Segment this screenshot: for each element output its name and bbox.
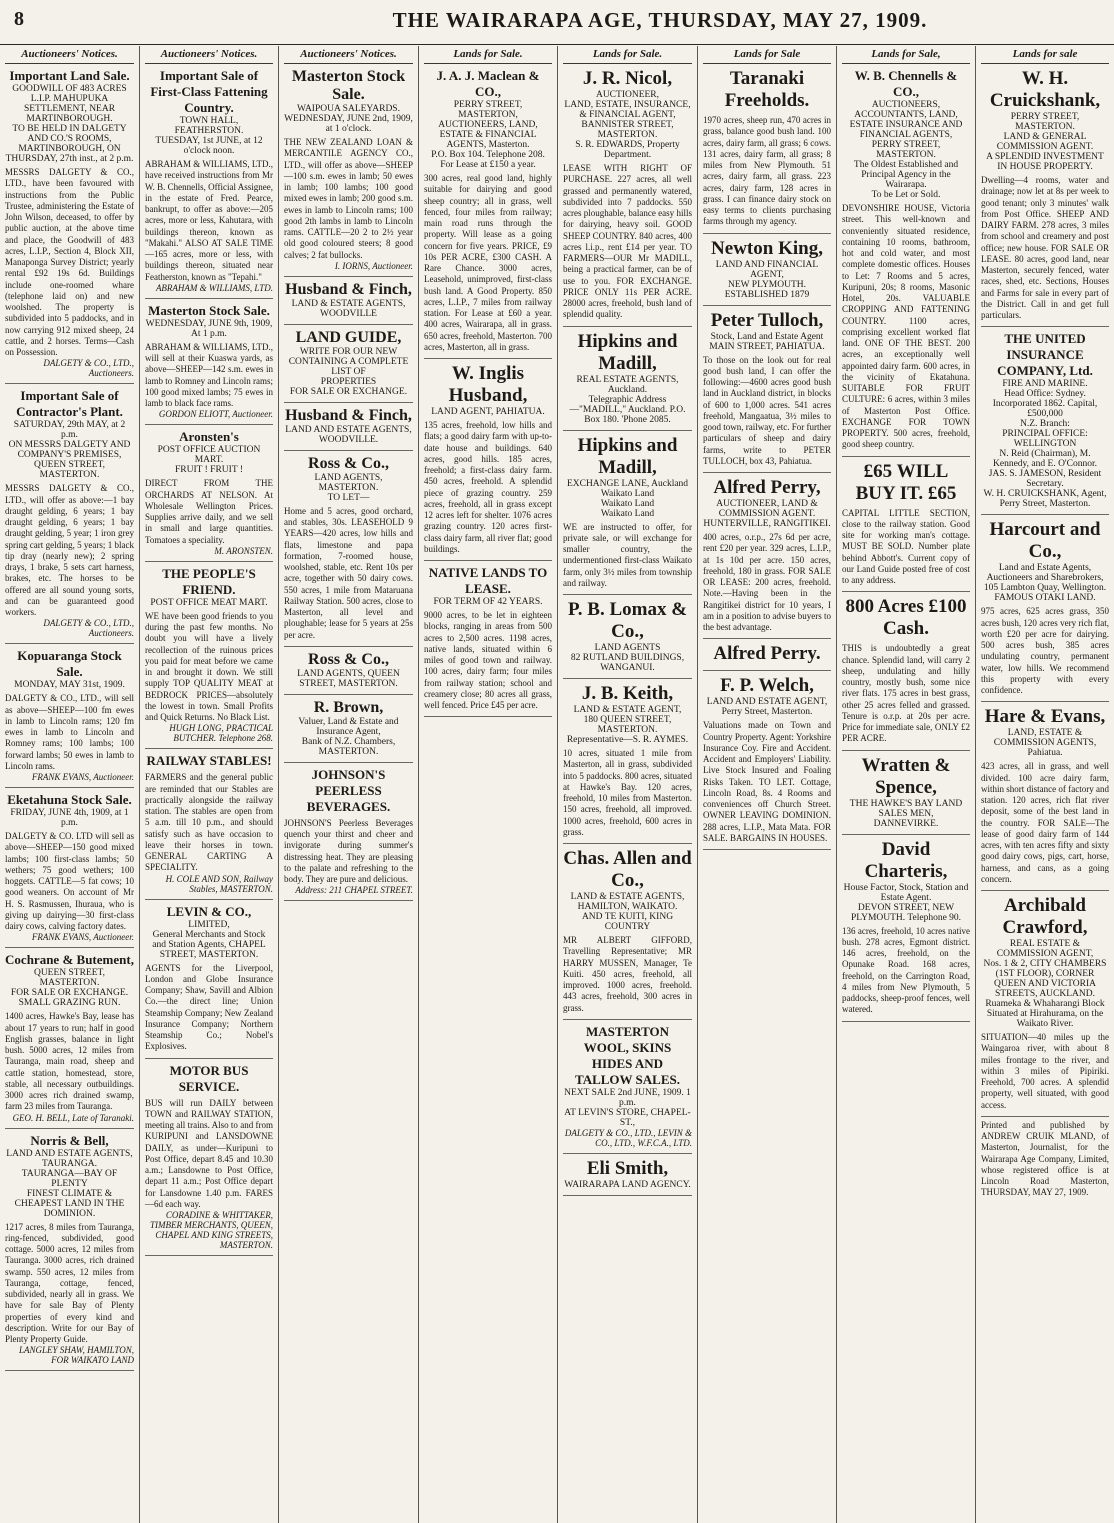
advertisement (981, 327, 1109, 515)
advertisement (5, 644, 134, 788)
ad-heading: Taranaki Freeholds. (724, 68, 810, 111)
column-7 (836, 46, 975, 1523)
ad-body: THIS is undoubtedly a great chance. Splendid land, will carry 2 sheep, undulating and hilly country, mostly bush, some nice river flats. 175 acres in best grass, other 25 acres felled and grassed. Tenure is o.r.p. at 20s per acre. Price for immediate sale, ONLY £2 PER ACRE. (842, 643, 970, 744)
ad-subline: NEXT SALE 2nd JUNE, 1909. 1 p.m. (564, 1087, 691, 1108)
ad-subline: ESTABLISHED 1879 (724, 289, 810, 300)
ad-signature: FRANK EVANS, Auctioneer. (31, 772, 134, 782)
ad-subline: JAS. S. JAMESON, Resident Secretary. (988, 469, 1102, 490)
ad-subline: LAND AGENTS, QUEEN STREET, MASTERTON. (297, 668, 400, 689)
ad-body: 1970 acres, sheep run, 470 acres in grass, balance good bush land. 100 acres, dairy farm, all grass; 6 cows. 131 acres, dairy farm, all grass; 8 miles from New Plymouth. 51 acres, dairy farm, all grass. 223 acres, dairy farm, 128 acres in grass. I can finance dairy stock on easy terms to clients purchasing farms through my agency. (703, 115, 831, 227)
ad-subline: Stock, Land and Estate Agent (710, 331, 824, 342)
ad-heading: THE PEOPLE'S FRIEND. (162, 565, 256, 597)
ad-heading: MOTOR BUS SERVICE. (169, 1062, 249, 1094)
advertisement (842, 751, 970, 835)
advertisement (563, 1154, 692, 1196)
ad-signature: DALGETY & CO., LTD., LEVIN & CO., LTD., W.F.C.A., LTD. (564, 1127, 692, 1148)
ad-subline: LAND AGENT, PAHIATUA. (431, 407, 545, 417)
masthead (0, 0, 1114, 45)
ad-subline: AT LEVIN'S STORE, CHAPEL-ST., (564, 1107, 691, 1128)
advertisement (842, 64, 970, 457)
ad-subline: House Factor, Stock, Station and Estate Agent. (843, 882, 969, 903)
ad-heading: Harcourt and Co., (989, 519, 1101, 563)
advertisement (284, 277, 413, 325)
ad-heading: Husband & Finch, (285, 280, 412, 298)
ad-subline: Telegraphic Address—"MADILL," Auckland. P.O. Box 180. 'Phone 2085. (569, 394, 686, 425)
advertisement (842, 592, 970, 750)
advertisement (563, 431, 692, 596)
ad-subline: TUESDAY, 1st JUNE, at 12 o'clock noon. (155, 136, 263, 156)
ad-subline: Land and Estate Agents, Auctioneers and Sharebrokers, (986, 563, 1104, 584)
ad-subline: GOODWILL OF 483 ACRES L.I.P. MAHUPUKA SETTLEMENT, NEAR MARTINBOROUGH. (12, 84, 127, 124)
ad-body: AGENTS for the Liverpool, London and Globe Insurance Company; Shaw, Savill and Albion Co.—the direct line; Union Steamship Company; New Zealand Insurance Company; Northern Steamship Co.; Nobel's Explosives. (145, 962, 273, 1052)
advertisement (981, 515, 1109, 702)
ad-body: Home and 5 acres, good orchard, and stables, 30s. LEASEHOLD 9 YEARS—420 acres, low hills and flats, limestone and papa formation, 7-roomed house, woolshed, stable, etc. Rent 10s per acre, together with 50 dairy cows. 550 acres, 1 mile from Mataruana Railway Station. 500 acres, close to Masterton, all level and ploughable; lease for 5 years at 25s per acre. (284, 505, 413, 640)
ad-subline: QUEEN STREET, MASTERTON. (33, 968, 106, 989)
advertisement (145, 749, 273, 899)
ad-subline: PERRY STREET, MASTERTON, (453, 100, 523, 120)
ad-heading: Ross & Co., (308, 454, 389, 472)
ad-body: 1400 acres, Hawke's Bay, lease has about 17 years to run; half in good English grasses, balance in light bush. 5000 acres, 12 miles from Tauranga, main road, sheep and cattle station, homestead, store, stable, all necessary outbuildings. 3000 acres rich drained swamp, farm 23 miles from Tauranga. (5, 1011, 134, 1112)
ad-body: 135 acres, freehold, low hills and flats; a good dairy farm with up-to-date house and buildings. 640 acres, good hills. 185 acres, freehold; a first-class dairy farm. 450 acres, freehold. A splendid piece of grazing country. 259 acres, freehold, all in grass except 12 acres left for shelter. 1076 acres grazing country. 120 acres first-class dairy farm, all river flat; good buildings. (424, 420, 552, 554)
ad-subline: Waikato Land (600, 488, 655, 499)
ad-subline: ON MESSRS DALGETY AND COMPANY'S PREMISES, QUEEN STREET, MASTERTON. (8, 440, 131, 481)
ad-body: MR ALBERT GIFFORD, Travelling Representative; MR HARRY MUSSEN, Manager, Te Kuiti. 450 acres, freehold, all improved. 1000 acres, freehold. 443 acres, freehold, 300 acres in grass. (563, 935, 692, 1013)
ad-signature: M. ARONSTEN. (214, 545, 273, 556)
ad-signature: HUGH LONG, PRACTICAL BUTCHER. Telephone 268. (169, 723, 273, 744)
ad-subline: FAMOUS OTAKI LAND. (994, 593, 1096, 604)
page-title: THE WAIRARAPA AGE, THURSDAY, MAY 27, 1909. (392, 8, 928, 32)
ad-subline: ACCOUNTANTS, LAND, ESTATE INSURANCE AND FINANCIAL AGENTS, (849, 110, 963, 140)
column-4 (418, 46, 557, 1523)
advertisement (842, 457, 970, 593)
ad-body: DALGETY & CO., LTD., will sell as above—SHEEP—100 fm ewes in lamb to Lincoln rams; 120 fm ewes in lamb to Lincoln and Romney rams; 100 lambs; 100 forward lambs; 50 ewes in lamb to Lincoln rams. (5, 693, 134, 771)
ad-subline: FINEST CLIMATE & CHEAPEST LAND IN THE DOMINION. (14, 1188, 125, 1219)
ad-heading: David Charteris, (864, 838, 948, 882)
ad-signature: GEO. H. BELL, Late of Taranaki. (12, 1112, 134, 1123)
ad-heading: MASTERTON WOOL, SKINS HIDES AND TALLOW SALES. (574, 1023, 680, 1087)
ad-body: BUS will run DAILY between TOWN and RAILWAY STATION, meeting all trains. Also to and from KURIPUNI and LANSDOWNE DAILY, as under—Kuripuni to Post Office, depart 8.45 and 10.30 a.m.; Lansdowne to Post Office, depart 11 a.m.; Post Office depart for Lansdowne 1.40 p.m. FARES—6d each way. (145, 1097, 273, 1209)
ad-subline: Perry Street, Masterton. (721, 707, 813, 718)
ad-subline: FOR TERM OF 42 YEARS. (433, 597, 543, 607)
advertisement (563, 679, 692, 844)
ad-subline: General Merchants and Stock and Station Agents, CHAPEL STREET, MASTERTON. (152, 929, 266, 960)
advertisement (284, 403, 413, 451)
ad-subline: WEDNESDAY, JUNE 2nd, 1909, at 1 o'clock. (284, 114, 413, 134)
ad-signature: CORADINE & WHITTAKER, TIMBER MERCHANTS, QUEEN, CHAPEL AND KING STREETS, MASTERTON. (150, 1210, 273, 1250)
ad-subline: N. Reid (Chairman), M. Kennedy, and E. O'Connor. (993, 449, 1097, 470)
column-8 (975, 46, 1114, 1523)
advertisement (563, 327, 692, 431)
column-2 (139, 46, 278, 1523)
ad-subline: FRIDAY, JUNE 4th, 1909, at 1 p.m. (10, 808, 129, 828)
ad-subline: LAND AND FINANCIAL AGENT, (715, 259, 819, 280)
ad-heading: J. R. Nicol, (582, 68, 673, 89)
advertisement (842, 835, 970, 1022)
advertisement (563, 1020, 692, 1154)
ad-subline: LAND AND ESTATE AGENT, (706, 697, 828, 708)
ad-subline: REAL ESTATE & COMMISSION AGENT, (996, 939, 1094, 959)
advertisement (981, 891, 1109, 1117)
ad-subline: The Oldest Established and Principal Agency in the Wairarapa. (853, 160, 959, 190)
ad-subline: TO BE HELD IN DALGETY AND CO.'S ROOMS, MARTINBOROUGH, ON THURSDAY, 27th inst., at 2 p.m. (5, 124, 134, 164)
ad-body: 423 acres, all in grass, and well divided. 100 acre dairy farm, within short distance of factory and station. 120 acres, rich flat river deposit, some of the best land in the country. FOR SALE—The lease of good dairy farm of 144 acres, with ten acres fifty and sixty good dairy cows, pigs, cart, horse, harness, and cans, as a going concern. (981, 761, 1109, 884)
advertisement (284, 695, 413, 763)
ad-heading: RAILWAY STABLES! (146, 753, 272, 769)
ad-subline: Ruameka & Whaharangi Block (985, 999, 1105, 1009)
ad-signature: FRANK EVANS, Auctioneer. (31, 932, 134, 943)
ad-subline: 180 QUEEN STREET, MASTERTON. (583, 715, 672, 735)
ad-heading: Masterton Stock Sale. (291, 68, 406, 103)
ad-subline: AUCTIONEER, (595, 90, 660, 100)
ad-heading: J. B. Keith, (581, 683, 674, 704)
ad-subline: W. H. CRUICKSHANK, Agent, Perry Street, Masterton. (983, 489, 1107, 510)
column-1 (0, 46, 139, 1523)
ad-subline: TOWN HALL, FEATHERSTON. (174, 116, 244, 136)
ad-heading: W. Inglis Husband, (448, 363, 528, 406)
ad-subline: CONTAINING A COMPLETE LIST OF (288, 356, 409, 377)
ad-subline: PRINCIPAL OFFICE: WELLINGTON (1002, 429, 1088, 450)
advertisement (5, 948, 134, 1128)
ad-subline: For Lease at £150 a year. (440, 160, 536, 170)
ad-body: 975 acres, 625 acres grass, 350 acres bush, 120 acres very rich flat, worth £20 per acre for dairying. 500 acres bush, 385 acres undulating country, permanent water, low hills. We recommend this property with every confidence. (981, 606, 1109, 695)
ad-subline: LAND & GENERAL COMMISSION AGENT. (996, 132, 1094, 152)
ad-subline: FOR SALE OR EXCHANGE. (289, 386, 408, 397)
ad-heading: Newton King, (711, 237, 823, 259)
advertisement (145, 900, 273, 1059)
ad-subline: FOR SALE OR EXCHANGE. SMALL GRAZING RUN. (10, 988, 129, 1009)
column-header: Auctioneers' Notices. (5, 46, 134, 64)
advertisement (5, 788, 134, 948)
ad-body: 400 acres, o.r.p., 27s 6d per acre, rent £20 per year. 329 acres, L.I.P., at 1s 10d per acre. 150 acres, freehold, 180 in grass. FOR SALE OR LEASE: 200 acres, freehold. Note.—Having been in the Rangitikei district for 10 years, I am in a position to advise buyers to the best advantage. (703, 532, 831, 632)
ad-body: 136 acres, freehold, 10 acres native bush. 278 acres, Egmont district. 146 acres, freehold, on the Opunake Road. 168 acres, freehold, on the Carrington Road, 4 miles from New Plymouth, 5 paddocks, sheep-proof fences, well watered. (842, 925, 970, 1015)
ad-subline: To be Let or Sold. (871, 190, 941, 200)
ad-subline: LAND, ESTATE & COMMISSION AGENTS, (993, 728, 1097, 749)
advertisement (703, 473, 831, 639)
advertisement (563, 64, 692, 327)
ad-subline: DANNEVIRKE. (873, 818, 939, 829)
ad-body: WE are instructed to offer, for private sale, or will exchange for smaller country, the undermentioned first-class Waikato farm, only 3½ miles from township and railway. (563, 521, 692, 588)
ad-heading: LEVIN & CO., (166, 903, 252, 919)
advertisement (703, 671, 831, 850)
column-3 (278, 46, 418, 1523)
advertisement (284, 647, 413, 695)
column-header: Lands for Sale, (842, 46, 970, 64)
advertisement (284, 325, 413, 403)
ad-body: To those on the look out for real good bush land, I can offer the following:—4600 acres good bush land in Auckland district, in blocks of 600 to 1,000 acres. 541 acres freehold, Mangaatua, 3½ miles to good town, railway, etc. For further particulars of sheep and dairy farms, write to PETER TULLOCH, box 43, Pahiatua. (703, 354, 831, 466)
advertisement (145, 64, 273, 299)
advertisement (5, 1129, 134, 1372)
advertisement (284, 451, 413, 647)
ad-subline: Representative—S. R. AYMES. (566, 735, 689, 745)
ad-subline: Pahiatua. (1027, 748, 1063, 759)
ad-subline: S. R. EDWARDS, Property Department. (575, 140, 680, 160)
ad-signature: DALGETY & CO., LTD., Auctioneers. (43, 618, 134, 639)
ad-heading: Cochrane & Butement, (5, 952, 134, 968)
ad-heading: Husband & Finch, (285, 406, 412, 424)
advertisement (284, 64, 413, 277)
ad-subline: WRITE FOR OUR NEW (299, 346, 398, 357)
ad-heading: JOHNSON'S PEERLESS BEVERAGES. (306, 766, 391, 814)
ad-heading: F. P. Welch, (720, 675, 814, 697)
column-6 (697, 46, 836, 1523)
ad-subline: LAND & ESTATE AGENTS, (570, 892, 685, 902)
ad-heading: Alfred Perry, (713, 477, 821, 498)
ad-subline: Head Office: Sydney. (1004, 389, 1086, 400)
ad-subline: HAMILTON, WAIKATO. (577, 902, 678, 912)
ad-heading: W. H. Cruickshank, (989, 68, 1101, 111)
ad-heading: LAND GUIDE, (295, 328, 402, 346)
ad-heading: Peter Tulloch, (710, 309, 824, 331)
ad-subline: DEVON STREET, NEW PLYMOUTH. Telephone 90. (850, 902, 962, 923)
ad-subline: Situated at Hirahurama, on the Waikato River. (986, 1009, 1104, 1029)
ad-subline: 105 Lambton Quay, Wellington. (983, 583, 1107, 594)
ad-heading: 800 Acres £100 Cash. (845, 596, 967, 640)
ad-subline: P.O. Box 104. Telephone 208. (431, 150, 545, 160)
ad-body: 9000 acres, to be let in eighteen blocks, ranging in areas from 500 acres to 2,500 acres. 1198 acres, native lands, situated within 6 miles of good town and railway. 100 acres, dairy farm; four miles from railway station; school and creamery close; 80 acres all grass, well fenced. Price £45 per acre. (424, 610, 552, 710)
ad-subline: Incorporated 1862. Capital, £500,000 (992, 399, 1098, 420)
ad-body: WE have been good friends to you during the past few months. No doubt you will have a lively recollection of the ruinous prices you paid for meat before we came in and brought it down. We still supply TOP QUALITY MEAT at BEDROCK PRICES—absolutely the lowest in town. Small Profits and Quick Returns. No Black List. (145, 610, 273, 722)
advertisement (703, 234, 831, 306)
ad-body: JOHNSON'S Peerless Beverages quench your thirst and cheer and invigorate during summer's distressing heat. They are pleasing to the palate and refreshing to the body. They are pure and delicious. (284, 817, 413, 884)
ad-body: DIRECT FROM THE ORCHARDS AT NELSON. At Wholesale Wellington Prices. Supplies arrive daily, and we sell in small and large quantities. Tomatoes a speciality. (145, 478, 273, 545)
advertisement (703, 639, 831, 671)
ad-subline: POST OFFICE AUCTION MART. (157, 445, 261, 466)
column-header: Lands for Sale. (563, 46, 692, 64)
column-header: Lands for sale (981, 46, 1109, 64)
ad-subline: Nos. 1 & 2, CITY CHAMBERS (1ST FLOOR), CORNER QUEEN AND VICTORIA STREETS, AUCKLAND. (983, 959, 1107, 999)
ad-subline: WEDNESDAY, JUNE 9th, 1909, At 1 p.m. (145, 318, 273, 339)
ad-body: CAPITAL LITTLE SECTION, close to the railway station. Good site for working man's cottage. MUST BE SOLD. Number plate behind Abbott's. Current copy of our Land Guide posted free of cost to any address. (842, 507, 970, 585)
ad-subline: FIRE AND MARINE. (1002, 379, 1088, 390)
ad-subline: WAIPOUA SALEYARDS. (297, 104, 400, 114)
ad-heading: Hipkins and Madill, (577, 330, 678, 374)
ad-body: MESSRS DALGETY & CO., LTD., have been favoured with instructions from the Public Trustee, administering the Estate of John Wilson, deceased, to offer by public auction, at the above time and place, the Goodwill of 483 acres, L.I.P., Section 4, Block XII, Manaponga Survey District; yearly rental £92 19s 6d. Buildings include one-roomed whare (telephone laid on) and new woolshed. The property is subdivided into 5 paddocks, and in now carrying 912 mixed sheep, 24 cattle, and 2 horses. Terms—Cash on Possession. (5, 167, 134, 357)
ad-heading: Chas. Allen and Co., (563, 848, 692, 891)
ad-heading: Eketahuna Stock Sale. (7, 792, 132, 807)
ad-body: FARMERS and the general public are reminded that our Stables are practically alongside the railway station. The stables are open from 5 a.m. till 10 p.m., and should satisfy such as have occasion to leave their horses in town. GENERAL CARTING A SPECIALITY. (145, 772, 273, 873)
ad-body: ABRAHAM & WILLIAMS, LTD., have received instructions from Mr W. B. Chennells, Official Assignee, in the estate of Fred. Pearce, bankrupt, to offer as above:—205 acres, more or less, Kahutara, with buildings thereon, known as "Makahi." ALSO AT SALE TIME—165 acres, more or less, with buildings thereon, situated near Featherston, known as "Tepahi." (145, 159, 274, 282)
column-header: Lands for Sale. (424, 46, 552, 64)
ad-subline: 82 RUTLAND BUILDINGS, WANGANUI. (570, 653, 685, 673)
ad-subline: AUCTIONEERS, LAND, ESTATE & FINANCIAL AGENTS, Masterton. (438, 120, 538, 150)
ad-subline: LAND AND ESTATE AGENTS, WOODVILLE. (285, 424, 412, 445)
advertisement (703, 64, 831, 234)
ad-subline: LIMITED, (188, 919, 230, 930)
ad-heading: £65 WILL BUY IT. £65 (855, 460, 957, 504)
ad-subline: LAND AGENTS (594, 643, 661, 653)
ad-subline: POST OFFICE MEAT MART. (150, 597, 268, 608)
ad-signature: I. IORNS, Auctioneer. (334, 260, 413, 271)
ad-body: Valuations made on Town and Country Property. Agent: Yorkshire Insurance Coy. Fire and Accident. Accident and Employers' Liability. Live Stock Insured and Foaling Risks Taken. TO LET. Cottage, Lincoln Road, 8s. 4 Rooms and conveniences off Church Street. OWNER LEAVING DOMINION. 288 acres, L.I.P., Mata Mata. FOR SALE. BARGAINS IN HOUSES. (703, 720, 831, 843)
ad-signature: Address: 211 CHAPEL STREET. (295, 885, 413, 896)
ad-subline: PERRY STREET, MASTERTON. (1010, 112, 1080, 132)
advertisement (703, 306, 831, 474)
advertisement (5, 384, 134, 644)
ad-subline: NEW PLYMOUTH. (727, 279, 807, 290)
ad-body: Dwelling—4 rooms, water and drainage; now let at 8s per week to good tenant; only 3 minutes' walk from Post Office. SHEEP AND DAIRY FARM. 278 acres, 3 miles from school and creamery and post office; new house. FOR SALE OR LEASE. 80 acres, good land, near Masterton, securely fenced, water races, shed, etc. Sections, Houses and Farms for sale in every part of the District. Call in and get full particulars. (981, 175, 1109, 320)
ad-signature: H. COLE AND SON, Railway Stables, MASTERTON. (165, 873, 273, 894)
ad-heading: R. Brown, (313, 698, 384, 716)
ad-heading: NATIVE LANDS TO LEASE. (428, 565, 548, 596)
advertisement (563, 844, 692, 1020)
ad-body: DEVONSHIRE HOUSE, Victoria street. This well-known and conveniently situated residence, containing 10 rooms, bathroom, hot and cold water, and most complete domestic offices. Houses to Let: 7 Rooms and 5 acres, Kuripuni, 20s; 8 rooms, Masonic Hotel, 20s. VALUABLE CROPPING AND FATTENING COUNTRY. 1100 acres, comprising excellent worked flat land. ONE OF THE BEST. 200 acres, an exceptionally well appointed dairy farm. 600 acres, in the vicinity of Ekatahuna. SUITABLE FOR FRUIT CULTURE: 6 acres, within 3 miles of Masterton Post Office. EXCHANGE FOR TOWN PROPERTY. 500 acres, freehold, good sheep country. (842, 203, 970, 450)
ad-heading: Masterton Stock Sale. (148, 302, 270, 318)
ad-subline: BANNISTER STREET, MASTERTON. (581, 120, 674, 140)
advertisement (981, 702, 1109, 891)
ad-subline: AUCTIONEERS, (871, 100, 941, 110)
ad-signature: LANGLEY SHAW, HAMILTON, FOR WAIKATO LAND (18, 1345, 134, 1366)
advertisement (424, 64, 552, 359)
ad-body: SITUATION—40 miles up the Waingaroa river, with about 8 miles frontage to the river, and within 3 miles of Pipiriki. Freehold, 700 acres. A splendid property, well situated, with good access. (981, 1032, 1109, 1110)
ad-subline: HUNTERVILLE, RANGITIKEI. (703, 519, 831, 529)
ad-body: ABRAHAM & WILLIAMS, LTD., will sell at their Kuaswa yards, as above—SHEEP—142 s.m. ewes in lamb to Romney and Lincoln rams; 100 good mixed lambs; 75 ewes in lamb to black face rams. (145, 341, 274, 408)
advertisement (5, 64, 134, 384)
advertisement (145, 425, 273, 562)
ad-heading: Hipkins and Madill, (577, 434, 678, 478)
ad-body: DALGETY & CO. LTD will sell as above—SHEEP—150 good mixed lambs; 100 first-class lambs; 50 wethers; 75 good wethers; 100 hoggets. CATTLE—5 fat cows; 10 good weaners. On account of Mr H. S. Rasmussen, Ihuraua, who is giving up dairying—30 first-class dairy cows, calving factory dates. (5, 831, 134, 931)
ad-body: THE NEW ZEALAND LOAN & MERCANTILE AGENCY CO., LTD., will offer as above—SHEEP—100 s.m. ewes in lamb; 50 ewes in lamb; 100 lambs; 100 good mixed ewes in lamb; 200 good s.m. ewes in lamb to Lincoln rams; 100 good 2th lambs in lamb to Lincoln rams. CATTLE—20 2 to 2½ year old good coloured steers; 8 good calves; 2 fat bullocks. (284, 137, 413, 260)
ad-subline: LAND, ESTATE, INSURANCE, & FINANCIAL AGENT, (564, 100, 691, 120)
column-header: Auctioneers' Notices. (145, 46, 273, 64)
ad-subline: FRUIT ! FRUIT ! (174, 465, 243, 476)
ad-body: LEASE WITH RIGHT OF PURCHASE. 227 acres, all well grassed and permanently watered, subdivided into 7 paddocks. 550 acres ploughable, balance easy hills for dairying, heavy soil. GOOD SHEEP COUNTRY. 840 acres, 400 acres l.i.p., rent £14 per year. TO FARMERS—OUR Mr MADILL, being a practical farmer, can be of use to you. FOR EXCHANGE. PRICE ONLY 11s PER ACRE. 28000 acres, freehold, bush land of splendid quality. (563, 163, 692, 320)
ad-heading: THE UNITED INSURANCE COMPANY, Ltd. (997, 331, 1093, 379)
ad-heading: W. B. Chennells & CO., (854, 68, 958, 99)
advertisement (563, 595, 692, 679)
ad-body: 300 acres, real good land, highly suitable for dairying and good sheep country; all in grass, well fenced, four miles from railway; main road runs through the property. Will lease as a going concern for five years. PRICE, £9 10s PER ACRE, £300 CASH. A Rare Chance. 3000 acres, Leasehold, unimproved, first-class bush land. A Good Property. 850 acres, L.I.P., 7 miles from railway station. For Lease at £60 a year. 400 acres, Wairarapa, all in grass. 650 acres, freehold, Masterton. 700 acres, Masterton, all in grass. (424, 173, 552, 352)
column-5 (557, 46, 697, 1523)
ad-subline: PROPERTIES (320, 376, 377, 387)
ad-signature: DALGETY & CO., LTD., Auctioneers. (43, 358, 134, 379)
ad-heading: Wratten & Spence, (861, 754, 951, 798)
ad-heading: Kopuaranga Stock Sale. (17, 648, 122, 680)
imprint: Printed and published by ANDREW CRUIK MLAND, of Masterton, Journalist, for the Wairarapa Age Company, Limited, whose registered office is at Lincoln Road Masterton, THURSDAY, MAY 27, 1909. (981, 1119, 1109, 1198)
ad-subline: THE HAWKE'S BAY LAND SALES MEN, (849, 798, 963, 819)
ad-signature: ABRAHAM & WILLIAMS, LTD. (155, 282, 273, 293)
advertisement (424, 359, 552, 561)
ad-subline: LAND & ESTATE AGENT, (573, 705, 682, 715)
ad-subline: LAND & ESTATE AGENTS, WOODVILLE (291, 298, 406, 319)
ad-heading: Important Sale of Contractor's Plant. (16, 388, 123, 420)
ad-subline: A SPLENDID INVESTMENT IN HOUSE PROPERTY. (986, 152, 1104, 172)
ad-body: 1217 acres, 8 miles from Tauranga, ring-fenced, subdivided, good cottage. 5000 acres, 12 miles from Tauranga. 3000 acres, rich drained swamp. 550 acres, 12 miles from Tauranga, cottage, fenced, subdivided, nearly all in grass. We have for sale Bay of Plenty properties of every kind and description. Write for our Bay of Plenty Property Guide. (5, 1221, 134, 1344)
ad-body: 10 acres, situated 1 mile from Masterton, all in grass, subdivided into 5 paddocks. 800 acres, situated at Hawke's Bay. 120 acres, freehold, 10 miles from Masterton. 150 acres, freehold, all improved. 1000 acres, freehold, 600 acres in grass. (563, 748, 692, 837)
advertisement (284, 763, 413, 902)
ad-subline: MONDAY, MAY 31st, 1909. (14, 680, 125, 691)
ad-subline: TAURANGA—BAY OF PLENTY (21, 1168, 118, 1189)
ad-signature: GORDON ELIOTT, Auctioneer. (158, 409, 273, 420)
ad-subline: TO LET— (327, 492, 370, 503)
ad-subline: LAND AND ESTATE AGENTS, TAURANGA. (6, 1148, 133, 1169)
ad-subline: WAIRARAPA LAND AGENCY. (564, 1179, 691, 1190)
ad-heading: Archibald Crawford, (1002, 895, 1088, 938)
ad-subline: REAL ESTATE AGENTS, Auckland. (576, 374, 679, 395)
ad-heading: Important Sale of First-Class Fattening Country. (150, 68, 268, 115)
ad-subline: Waikato Land (600, 508, 655, 519)
ad-subline: Bank of N.Z. Chambers, MASTERTON. (301, 736, 396, 757)
ad-heading: Ross & Co., (308, 650, 389, 668)
ad-subline: PERRY STREET, MASTERTON. (871, 140, 941, 160)
ad-heading: P. B. Lomax & Co., (567, 599, 688, 642)
ad-subline: AND TE KUITI, KING COUNTRY (581, 912, 674, 932)
column-header: Auctioneers' Notices. (284, 46, 413, 64)
advertisement (424, 561, 552, 717)
ad-heading: Aronsten's (179, 429, 239, 445)
ad-columns (0, 46, 1114, 1523)
ad-subline: AUCTIONEER, LAND & COMMISSION AGENT. (716, 499, 818, 519)
column-header: Lands for Sale (703, 46, 831, 64)
ad-subline: Valuer, Land & Estate and Insurance Agent, (298, 716, 399, 737)
ad-heading: Norris & Bell, (30, 1132, 109, 1148)
ad-heading: Hare & Evans, (984, 706, 1106, 728)
advertisement (145, 1059, 273, 1257)
advertisement (981, 64, 1109, 327)
ad-body: MESSRS DALGETY & CO., LTD., will offer as above:—1 bay draught gelding, 6 years; 1 bay draught gelding, 6 years; 1 bay draught gelding, 5 year; 1 iron grey spring cart gelding, 5 years; 1 black tip dray (nearly new); 2 spring drays, 1 brake, 5 sets cart harness, brakes, etc. The horses to be offered are all sound young sorts, and can be guaranteed good workers. (5, 483, 134, 617)
ad-heading: Alfred Perry. (713, 643, 821, 665)
ad-subline: MAIN STREET, PAHIATUA. (709, 341, 825, 352)
ad-subline: EXCHANGE LANE, Auckland (566, 478, 689, 489)
ad-heading: J. A. J. Maclean & CO., (436, 68, 540, 99)
ad-subline: Waikato Land (600, 498, 655, 509)
ad-heading: Eli Smith, (586, 1157, 669, 1179)
ad-heading: Important Land Sale. (9, 68, 130, 83)
ad-subline: LAND AGENTS, MASTERTON. (314, 472, 383, 493)
ad-subline: SATURDAY, 29th MAY, at 2 p.m. (13, 420, 126, 441)
ad-subline: N.Z. Branch: (1020, 419, 1070, 430)
advertisement (145, 299, 273, 426)
advertisement (145, 562, 273, 750)
page-number: 8 (14, 8, 24, 30)
